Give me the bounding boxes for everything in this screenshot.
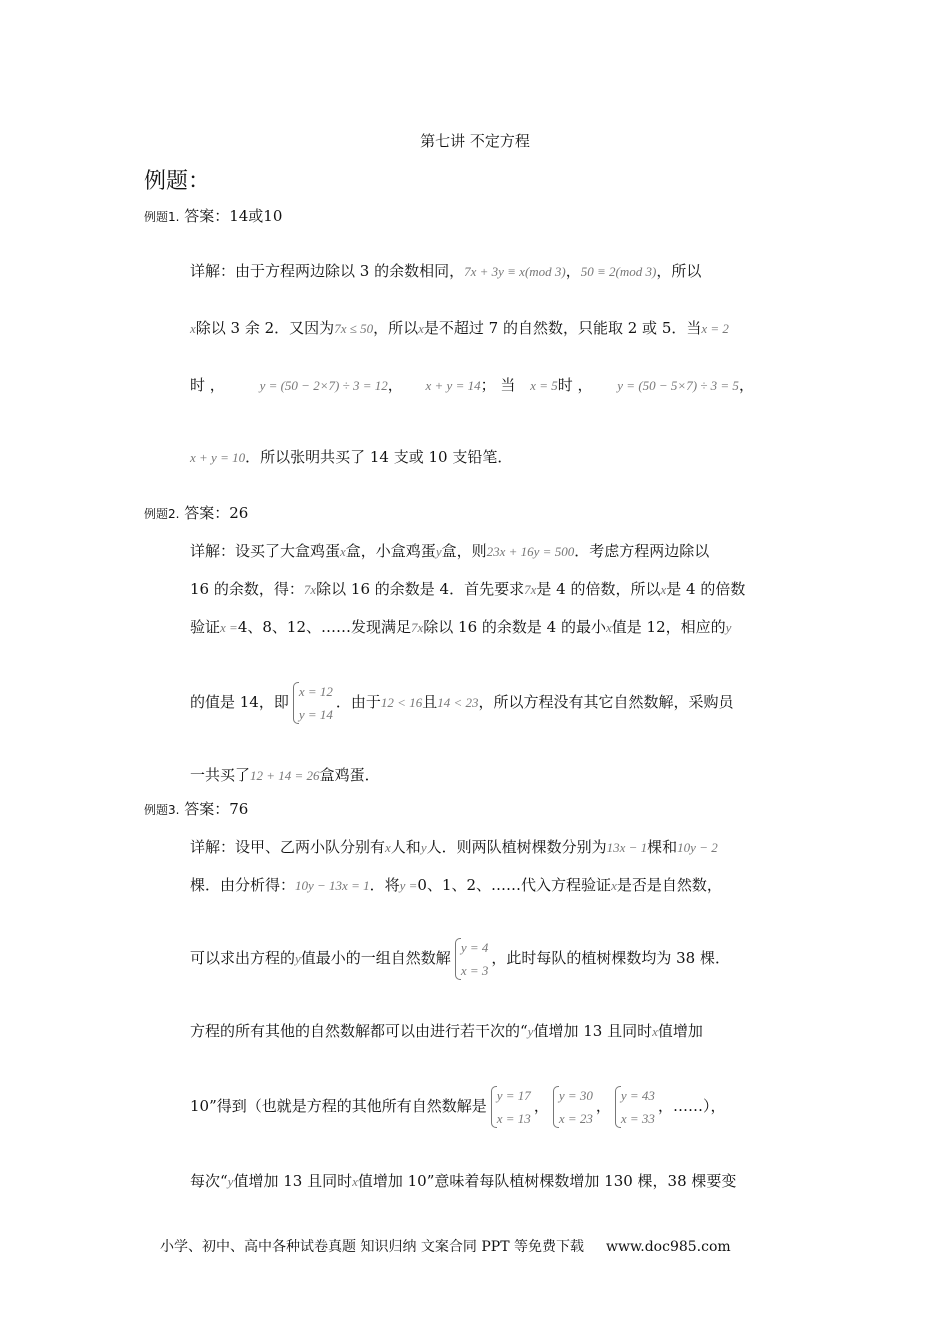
example-3-line-3 xyxy=(190,936,730,982)
text: ， xyxy=(565,262,581,280)
text: ．考虑方程两边除以 xyxy=(574,542,710,560)
equation: y = 4 xyxy=(460,940,489,955)
example-3-answer: 答案：76 xyxy=(179,800,249,818)
example-3-line-6 xyxy=(190,1170,736,1191)
math: x xyxy=(652,1024,658,1039)
equation-system xyxy=(614,1084,655,1130)
math: y xyxy=(227,1174,234,1189)
example-2-header xyxy=(144,502,248,523)
math: x = xyxy=(220,620,238,635)
math: x xyxy=(190,321,196,336)
text: 值增加 xyxy=(657,1022,703,1040)
example-1-label: 例题1. xyxy=(144,210,180,224)
text: 一共买了 xyxy=(190,766,251,784)
math: 23x + 16y = 500 xyxy=(486,544,575,559)
text: ， xyxy=(595,1097,611,1115)
equation: y = 30 xyxy=(558,1088,593,1103)
text: 值最小的一组自然数解 xyxy=(300,949,451,967)
math: x + y = 10 xyxy=(190,450,246,465)
math: y xyxy=(435,544,442,559)
text: 时 ， xyxy=(190,376,225,394)
math: x + y = 14 xyxy=(425,378,481,393)
text: 0、1、2、……代入方程验证 xyxy=(417,876,612,894)
text: 时 ， xyxy=(557,376,593,394)
text: 且 xyxy=(422,693,438,711)
example-2-line-4 xyxy=(190,680,734,726)
example-2-line-5 xyxy=(190,764,380,785)
equation: y = 17 xyxy=(496,1088,531,1103)
math: x = 2 xyxy=(701,321,729,336)
example-1-line-1 xyxy=(190,260,701,281)
text: 值增加 13 且同时 xyxy=(233,1172,353,1190)
text: 详解：由于方程两边除以 3 的余数相同， xyxy=(190,262,465,280)
text: ．由于 xyxy=(335,693,381,711)
equation: y = 43 xyxy=(620,1088,655,1103)
text: ，……）， xyxy=(657,1097,726,1115)
equation: x = 13 xyxy=(496,1111,531,1126)
text: 的值是 14，即 xyxy=(190,693,289,711)
footer-text: 小学、初中、高中各种试卷真题 知识归纳 文案合同 PPT 等免费下载 xyxy=(160,1239,584,1255)
math: y xyxy=(725,620,732,635)
text: 方程的所有其他的自然数解都可以由进行若干次的“ xyxy=(190,1022,528,1040)
math: y = (50 − 2×7) ÷ 3 = 12 xyxy=(259,378,388,393)
text: ， xyxy=(533,1097,549,1115)
text: 是否是自然数， xyxy=(616,876,722,894)
text: ， xyxy=(387,376,403,394)
section-heading: 例题： xyxy=(144,169,211,194)
math: y = (50 − 5×7) ÷ 3 = 5 xyxy=(617,378,739,393)
math: 7x + 3y ≡ x(mod 3) xyxy=(464,264,566,279)
math: x = 5 xyxy=(530,378,558,393)
text: 盒，则 xyxy=(441,542,487,560)
text: 盒，小盒鸡蛋 xyxy=(345,542,436,560)
text: ， xyxy=(738,376,754,394)
text: 除以 16 的余数是 4 的最小 xyxy=(423,618,606,636)
text: 棵和 xyxy=(647,838,678,856)
math: y = xyxy=(399,878,418,893)
text: 16 的余数，得： xyxy=(190,580,304,598)
math: 13x − 1 xyxy=(606,840,648,855)
text: 人．则两队植树棵数分别为 xyxy=(426,838,607,856)
example-2-answer: 答案：26 xyxy=(179,504,249,522)
math: x xyxy=(340,544,346,559)
text: 验证 xyxy=(190,618,221,636)
text: ．将 xyxy=(369,876,400,894)
math: y xyxy=(295,951,301,966)
text: 4、8、12、……发现满足 xyxy=(237,618,411,636)
example-1-answer: 答案：14或10 xyxy=(179,207,283,225)
math: x xyxy=(352,1174,358,1189)
text: 盒鸡蛋． xyxy=(319,766,380,784)
equation: x = 23 xyxy=(558,1111,593,1126)
math: x xyxy=(660,582,667,597)
math: 7x xyxy=(411,620,424,635)
text: ，所以方程没有其它自然数解，采购员 xyxy=(478,693,734,711)
lecture-title: 第七讲 不定方程 xyxy=(420,132,530,150)
text: ．所以张明共买了 14 支或 10 支铅笔． xyxy=(245,448,513,466)
math: 7x ≤ 50 xyxy=(334,321,374,336)
math: 12 < 16 xyxy=(380,695,423,710)
math: 12 + 14 = 26 xyxy=(250,768,320,783)
text: ； 当 xyxy=(480,376,516,394)
text: 详解：设甲、乙两小队分别有 xyxy=(190,838,386,856)
math: 7x xyxy=(524,582,537,597)
example-2-line-3 xyxy=(190,616,731,637)
text: 值是 12，相应的 xyxy=(611,618,726,636)
example-1-line-4 xyxy=(190,446,512,467)
text: 详解：设买了大盒鸡蛋 xyxy=(190,542,341,560)
equation: x = 12 xyxy=(298,684,333,699)
equation-system xyxy=(454,936,489,982)
text: ，此时每队的植树棵数均为 38 棵． xyxy=(491,949,730,967)
footer-url[interactable]: www.doc985.com xyxy=(605,1239,731,1255)
equation-system xyxy=(292,680,333,726)
math: 10y − 13x = 1 xyxy=(295,878,370,893)
text: 可以求出方程的 xyxy=(190,949,296,967)
text: ，所以 xyxy=(373,319,419,337)
math: x xyxy=(611,878,617,893)
example-2-label: 例题2. xyxy=(144,507,180,521)
text: 除以 16 的余数是 4．首先要求 xyxy=(316,580,525,598)
example-1-header xyxy=(144,205,282,226)
footer xyxy=(160,1236,731,1256)
equation-system xyxy=(490,1084,531,1130)
equation: y = 14 xyxy=(298,707,333,722)
math: 50 ≡ 2(mod 3) xyxy=(580,264,657,279)
example-2-line-2 xyxy=(190,578,745,599)
text: 10”得到（也就是方程的其他所有自然数解是 xyxy=(190,1097,487,1115)
math: 14 < 23 xyxy=(437,695,479,710)
example-3-line-2 xyxy=(190,874,722,895)
text: 每次“ xyxy=(190,1172,228,1190)
text: 除以 3 余 2．又因为 xyxy=(195,319,335,337)
math: x xyxy=(385,840,391,855)
example-3-line-1 xyxy=(190,836,718,857)
example-3-label: 例题3. xyxy=(144,803,180,817)
example-2-line-1 xyxy=(190,540,709,561)
math: 7x xyxy=(303,582,317,597)
text: 人和 xyxy=(390,838,421,856)
example-3-line-5 xyxy=(190,1084,725,1130)
text: ，所以 xyxy=(656,262,702,280)
math: x xyxy=(418,321,424,336)
equation-system xyxy=(552,1084,593,1130)
math: y xyxy=(420,840,427,855)
equation: x = 33 xyxy=(620,1111,655,1126)
example-3-header xyxy=(144,798,248,819)
equation: x = 3 xyxy=(460,963,489,978)
example-1-line-2 xyxy=(190,317,729,338)
math: 10y − 2 xyxy=(677,840,718,855)
text: 是不超过 7 的自然数，只能取 2 或 5．当 xyxy=(423,319,702,337)
text: 值增加 10”意味着每队植树棵数增加 130 棵，38 棵要变 xyxy=(357,1172,737,1190)
example-1-line-3 xyxy=(190,374,754,395)
math: y xyxy=(527,1024,534,1039)
math: x xyxy=(606,620,612,635)
text: 棵．由分析得： xyxy=(190,876,296,894)
text: 值增加 13 且同时 xyxy=(533,1022,653,1040)
example-3-line-4 xyxy=(190,1020,703,1041)
text: 是 4 的倍数 xyxy=(666,580,746,598)
text: 是 4 的倍数，所以 xyxy=(536,580,661,598)
